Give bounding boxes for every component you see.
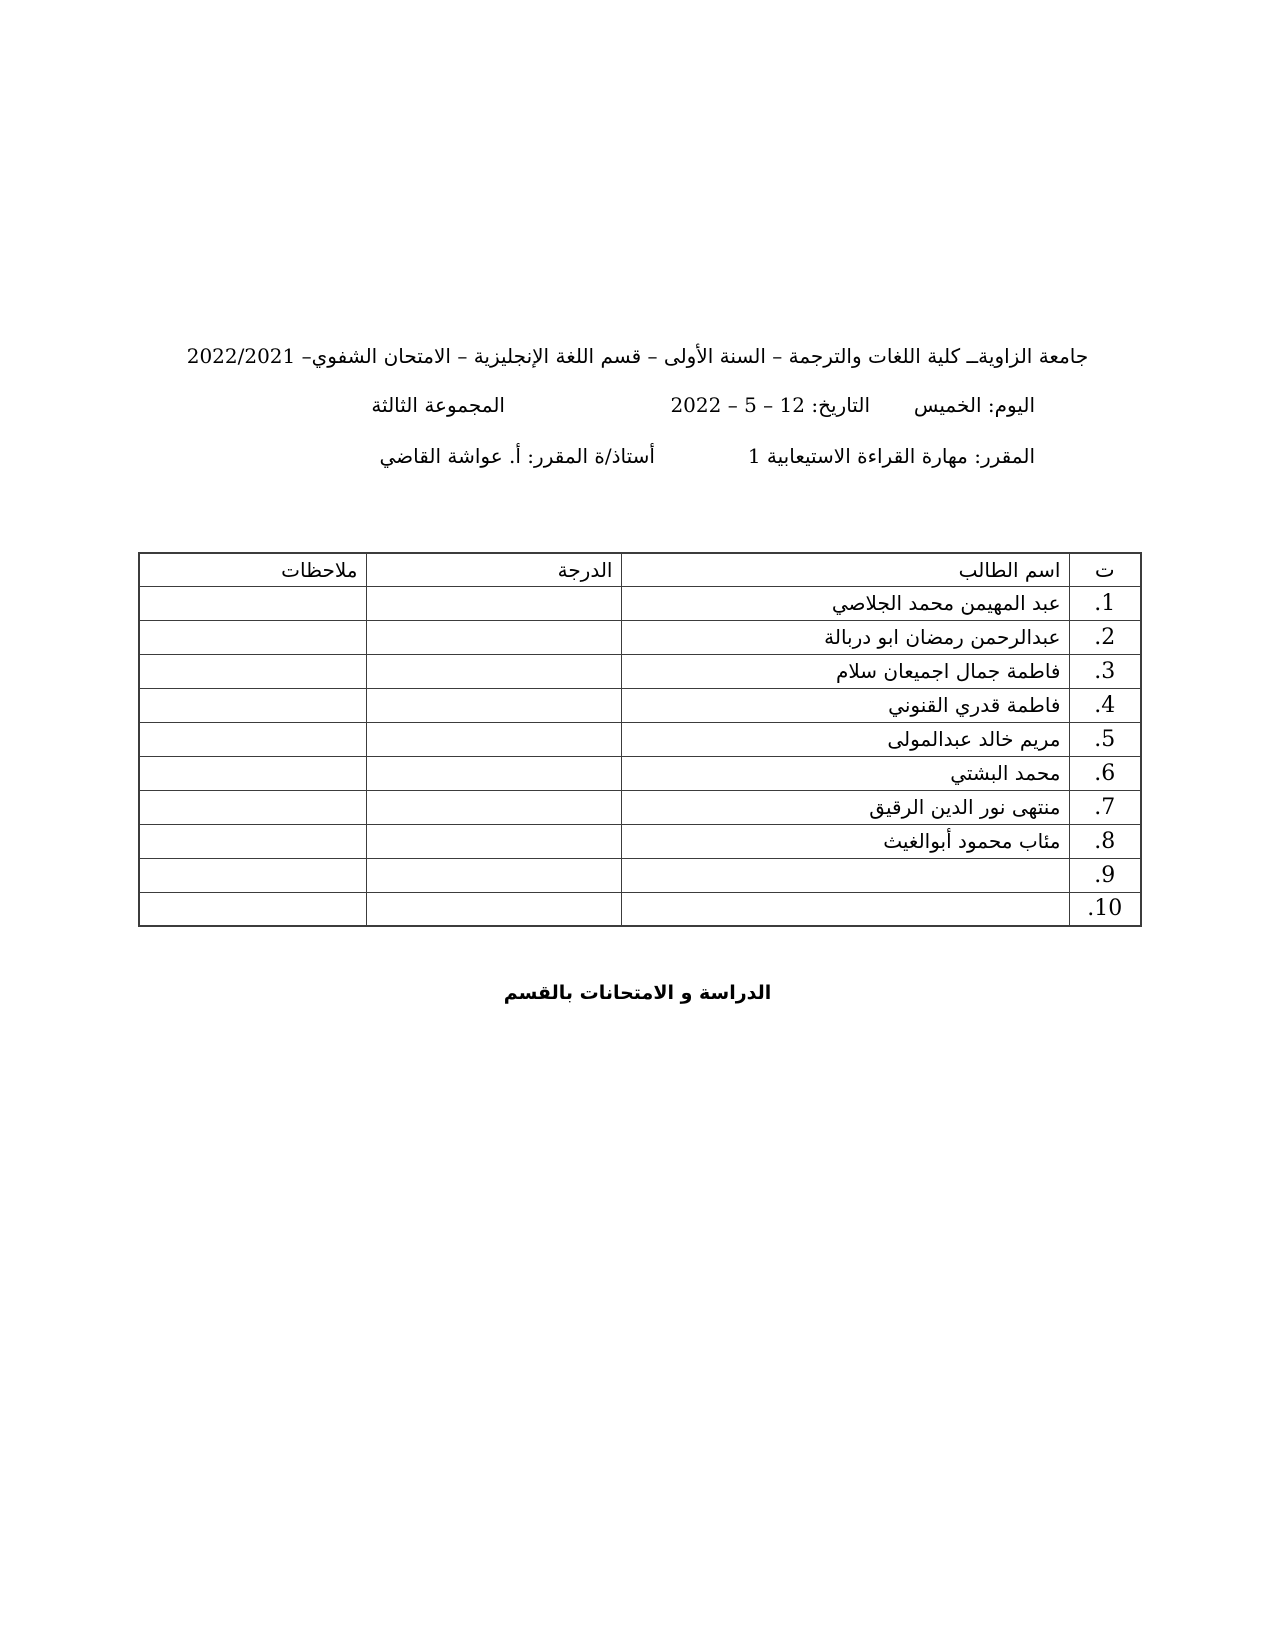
notes-cell <box>139 858 366 892</box>
column-header-grade: الدرجة <box>366 553 621 586</box>
table-row <box>139 654 1141 688</box>
row-number: 9. <box>1069 858 1141 892</box>
grade-cell <box>366 654 621 688</box>
student-name: فاطمة جمال اجميعان سلام <box>621 654 1069 688</box>
grade-cell <box>366 756 621 790</box>
student-name: مئاب محمود أبوالغيث <box>621 824 1069 858</box>
table-row <box>139 586 1141 620</box>
grade-cell <box>366 620 621 654</box>
student-name: عبد المهيمن محمد الجلاصي <box>621 586 1069 620</box>
row-number: 7. <box>1069 790 1141 824</box>
course-label: المقرر: مهارة القراءة الاستيعابية 1 <box>747 444 1035 468</box>
table-row <box>139 824 1141 858</box>
notes-cell <box>139 756 366 790</box>
grade-cell <box>366 858 621 892</box>
row-number: 2. <box>1069 620 1141 654</box>
student-name: محمد البشتي <box>621 756 1069 790</box>
table-row <box>139 620 1141 654</box>
table-row <box>139 688 1141 722</box>
table-row <box>139 790 1141 824</box>
notes-cell <box>139 654 366 688</box>
exam-group-label: المجموعة الثالثة <box>371 393 505 417</box>
row-number: 10. <box>1069 892 1141 926</box>
exam-date-label: التاريخ: 12 – 5 – 2022 <box>670 393 870 417</box>
notes-cell <box>139 722 366 756</box>
student-name: عبدالرحمن رمضان ابو دربالة <box>621 620 1069 654</box>
grade-cell <box>366 688 621 722</box>
column-header-index: ت <box>1069 553 1141 586</box>
student-name <box>621 892 1069 926</box>
grade-cell <box>366 722 621 756</box>
row-number: 6. <box>1069 756 1141 790</box>
row-number: 4. <box>1069 688 1141 722</box>
exam-day-label: اليوم: الخميس <box>913 393 1035 417</box>
notes-cell <box>139 824 366 858</box>
notes-cell <box>139 790 366 824</box>
column-header-notes: ملاحظات <box>139 553 366 586</box>
notes-cell <box>139 892 366 926</box>
notes-cell <box>139 688 366 722</box>
row-number: 3. <box>1069 654 1141 688</box>
grade-cell <box>366 586 621 620</box>
grade-cell <box>366 892 621 926</box>
table-header-row <box>139 553 1141 586</box>
table-row <box>139 756 1141 790</box>
department-signature-line: الدراسة و الامتحانات بالقسم <box>503 982 772 1004</box>
document-title-line: جامعة الزاويةــ كلية اللغات والترجمة – السنة الأولى – قسم اللغة الإنجليزية – الامتحان الشفوي– 2022/2021 <box>186 344 1089 368</box>
grade-cell <box>366 790 621 824</box>
row-number: 8. <box>1069 824 1141 858</box>
notes-cell <box>139 620 366 654</box>
student-name: فاطمة قدري القنوني <box>621 688 1069 722</box>
column-header-student-name: اسم الطالب <box>621 553 1069 586</box>
instructor-label: أستاذ/ة المقرر: أ. عواشة القاضي <box>379 444 655 468</box>
table-row <box>139 892 1141 926</box>
grade-cell <box>366 824 621 858</box>
student-name: مريم خالد عبدالمولى <box>621 722 1069 756</box>
row-number: 5. <box>1069 722 1141 756</box>
table-row <box>139 858 1141 892</box>
notes-cell <box>139 586 366 620</box>
table-row <box>139 722 1141 756</box>
student-roster-table <box>138 552 1142 927</box>
student-name: منتهى نور الدين الرقيق <box>621 790 1069 824</box>
student-name <box>621 858 1069 892</box>
row-number: 1. <box>1069 586 1141 620</box>
